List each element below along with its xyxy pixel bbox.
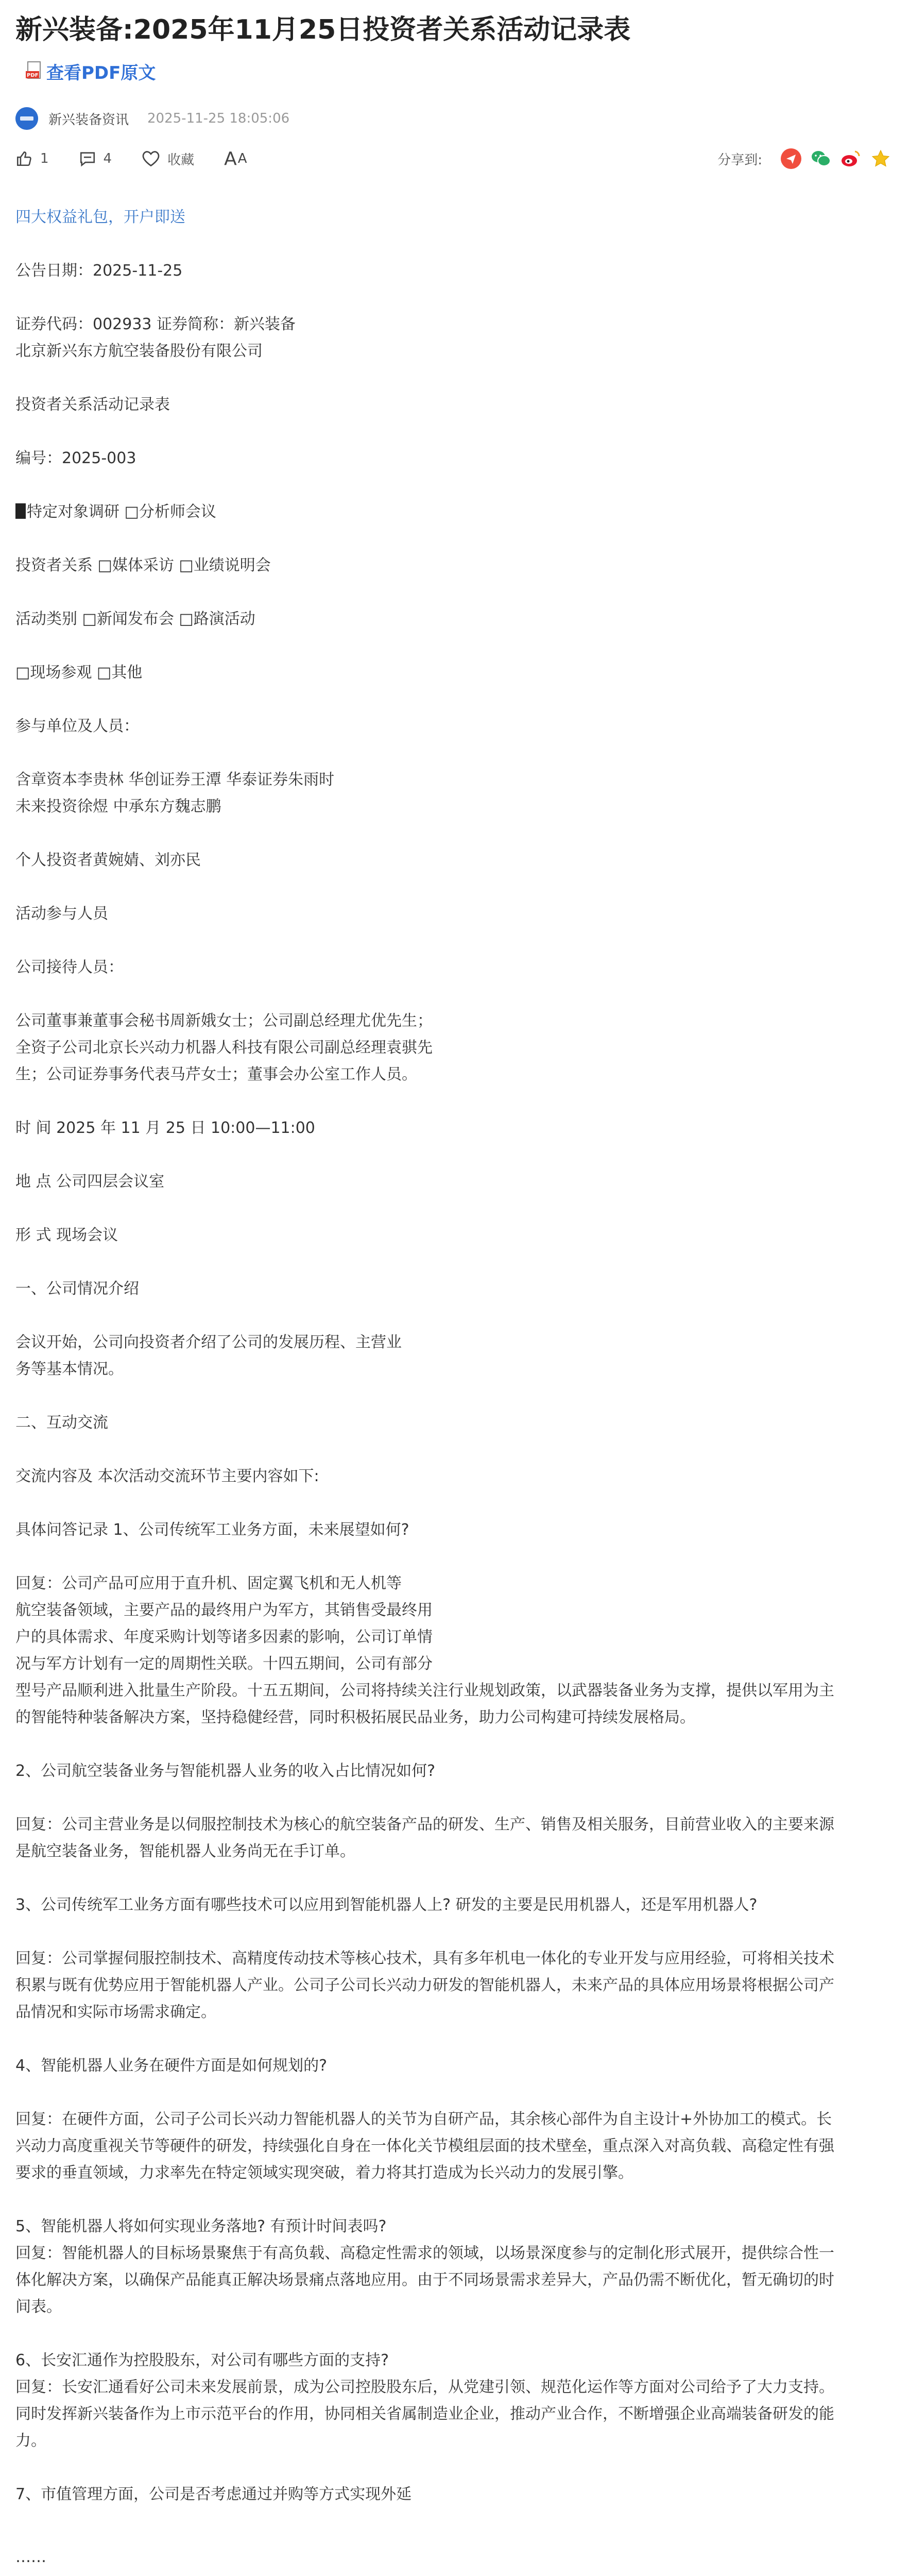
participants-list bbox=[15, 767, 891, 820]
share-toutiao-button[interactable] bbox=[781, 148, 801, 169]
announcement-date: 公告日期：2025-11-25 bbox=[15, 262, 183, 280]
share-label: 分享到: bbox=[717, 152, 762, 168]
question-4: 4、智能机器人业务在硬件方面是如何规划的? bbox=[15, 2057, 328, 2075]
source-name[interactable]: 新兴装备资讯 bbox=[48, 112, 129, 128]
answer-4-line-3: 要求的垂直领域，力求率先在特定领域实现突破，着力将其打造成为长兴动力的发展引擎。 bbox=[15, 2164, 633, 2182]
answer-6-line-1: 回复：长安汇通看好公司未来发展前景，成为公司控股股东后，从党建引领、规范化运作等方面对公司给予了大力支持。 bbox=[15, 2378, 834, 2396]
answer-5-line-2: 体化解决方案，以确保产品能真正解决场景痛点落地应用。由于不同场景需求差异大，产品仍需不断优化，暂无确切的时 bbox=[15, 2271, 834, 2289]
weibo-icon bbox=[841, 149, 861, 168]
answer-6-line-2: 同时发挥新兴装备作为上市示范平台的作用，协同相关省属制造业企业，推动产业合作，不断增强企业高端装备研发的能 bbox=[15, 2405, 834, 2423]
activity-type-line-4: □现场参观 □其他 bbox=[15, 664, 143, 682]
reception-line-1: 公司董事兼董事会秘书周新娥女士；公司副总经理尤优先生； bbox=[15, 1012, 433, 1030]
answer-1-line-1: 回复：公司产品可应用于直升机、固定翼飞机和无人机等 bbox=[15, 1574, 402, 1592]
time-line: 时 间 2025 年 11 月 25 日 10:00—11:00 bbox=[15, 1119, 315, 1137]
format-line: 形 式 现场会议 bbox=[15, 1226, 118, 1244]
article-body bbox=[15, 258, 891, 2535]
participants-line-1: 含章资本李贵林 华创证券王潭 华泰证券朱雨时 bbox=[15, 771, 335, 789]
checked-box-icon bbox=[15, 503, 26, 519]
favorite-label: 收藏 bbox=[167, 152, 195, 168]
font-size-small-glyph: A bbox=[237, 151, 248, 166]
activity-type-text-1: 特定对象调研 □分析师会议 bbox=[27, 503, 216, 521]
answer-1-line-4: 况与军方计划有一定的周期性关联。十四五期间，公司有部分 bbox=[15, 1655, 433, 1673]
question-5: 5、智能机器人将如何实现业务落地? 有预计时间表吗? bbox=[15, 2217, 387, 2235]
location-line: 地 点 公司四层会议室 bbox=[15, 1173, 165, 1191]
action-bar bbox=[15, 144, 891, 173]
thumbs-up-icon bbox=[15, 150, 33, 167]
answer-2-line-2: 是航空装备业务，智能机器人业务尚无在手订单。 bbox=[15, 1842, 355, 1860]
share-wechat-button[interactable] bbox=[811, 148, 831, 169]
exchange-intro: 交流内容及 本次活动交流环节主要内容如下: bbox=[15, 1467, 319, 1485]
view-pdf-link[interactable] bbox=[26, 57, 156, 86]
question-7: 7、市值管理方面，公司是否考虑通过并购等方式实现外延 bbox=[15, 2485, 412, 2503]
answer-4-line-2: 兴动力高度重视关节等硬件的研发，持续强化自身在一体化关节模组层面的技术壁垒，重点深入对高负载、高稳定性有强 bbox=[15, 2137, 834, 2155]
send-icon bbox=[785, 152, 797, 165]
answer-6-line-3: 力。 bbox=[15, 2432, 46, 2450]
truncation-ellipsis: …… bbox=[15, 2548, 46, 2566]
activity-type-line-3: 活动类别 □新闻发布会 □路演活动 bbox=[15, 610, 255, 628]
question-6: 6、长安汇通作为控股股东，对公司有哪些方面的支持? bbox=[15, 2351, 389, 2369]
activity-type-line-1 bbox=[15, 499, 891, 526]
reception-line-2: 全资子公司北京长兴动力机器人科技有限公司副总经理袁骐先 bbox=[15, 1039, 433, 1057]
question-2: 2、公司航空装备业务与智能机器人业务的收入占比情况如何? bbox=[15, 1762, 436, 1780]
reception-line-3: 生；公司证券事务代表马芹女士；董事会办公室工作人员。 bbox=[15, 1065, 417, 1083]
doc-title: 投资者关系活动记录表 bbox=[15, 396, 170, 414]
section-1-line-2: 务等基本情况。 bbox=[15, 1360, 124, 1378]
svg-text:PDF: PDF bbox=[27, 73, 39, 78]
company-code-line: 证券代码：002933 证券简称：新兴装备 bbox=[15, 315, 296, 333]
section-1-line-1: 会议开始，公司向投资者介绍了公司的发展历程、主营业 bbox=[15, 1333, 402, 1351]
answer-1-line-2: 航空装备领域，主要产品的最终用户为军方，其销售受最终用 bbox=[15, 1601, 433, 1619]
source-avatar[interactable] bbox=[15, 107, 38, 130]
answer-2 bbox=[15, 1811, 891, 1865]
question-3: 3、公司传统军工业务方面有哪些技术可以应用到智能机器人上? 研发的主要是民用机器人，还是军用机器人? bbox=[15, 1896, 758, 1914]
answer-4 bbox=[15, 2106, 891, 2187]
reception-list bbox=[15, 1008, 891, 1088]
wechat-icon bbox=[811, 149, 831, 168]
answer-2-line-1: 回复：公司主营业务是以伺服控制技术为核心的航空装备产品的研发、生产、销售及相关服务，目前营业收入的主要来源 bbox=[15, 1816, 834, 1834]
heart-icon bbox=[142, 150, 160, 167]
answer-1-line-3: 户的具体需求、年度采购计划等诸多因素的影响，公司订单情 bbox=[15, 1628, 433, 1646]
share-qzone-button[interactable] bbox=[870, 148, 891, 169]
promo-link[interactable]: 四大权益礼包，开户即送 bbox=[15, 208, 185, 226]
company-info bbox=[15, 311, 891, 365]
answer-5-line-3: 间表。 bbox=[15, 2298, 62, 2316]
page-title: 新兴装备:2025年11月25日投资者关系活动记录表 bbox=[15, 14, 631, 45]
share-bar bbox=[717, 144, 891, 173]
comment-button[interactable] bbox=[79, 150, 112, 167]
font-size-button[interactable] bbox=[224, 148, 248, 170]
section-1-title: 一、公司情况介绍 bbox=[15, 1280, 139, 1298]
star-icon bbox=[871, 149, 890, 168]
font-size-large-glyph: A bbox=[224, 148, 238, 170]
answer-1 bbox=[15, 1570, 891, 1731]
publish-time: 2025-11-25 18:05:06 bbox=[147, 111, 290, 126]
participants-label: 参与单位及人员： bbox=[15, 717, 139, 735]
company-name: 北京新兴东方航空装备股份有限公司 bbox=[15, 342, 263, 360]
section-2-title: 二、互动交流 bbox=[15, 1414, 108, 1432]
doc-number: 编号：2025-003 bbox=[15, 449, 136, 467]
answer-3 bbox=[15, 1945, 891, 2026]
comment-icon bbox=[79, 150, 96, 167]
answer-3-line-3: 品情况和实际市场需求确定。 bbox=[15, 2003, 216, 2021]
activity-participants: 活动参与人员 bbox=[15, 905, 108, 923]
like-count: 1 bbox=[40, 151, 49, 166]
answer-4-line-1: 回复：在硬件方面，公司子公司长兴动力智能机器人的关节为自研产品，其余核心部件为自主设计+外协加工的模式。长 bbox=[15, 2110, 832, 2128]
view-pdf-label: 查看PDF原文 bbox=[46, 62, 156, 83]
comment-count: 4 bbox=[103, 151, 112, 166]
article-meta bbox=[15, 104, 289, 133]
news-logo-icon bbox=[15, 107, 38, 130]
individual-investors: 个人投资者黄婉婧、刘亦民 bbox=[15, 851, 201, 869]
qa-6 bbox=[15, 2347, 891, 2454]
like-button[interactable] bbox=[15, 150, 49, 167]
share-weibo-button[interactable] bbox=[841, 148, 861, 169]
qa-5 bbox=[15, 2213, 891, 2320]
activity-type-line-2: 投资者关系 □媒体采访 □业绩说明会 bbox=[15, 556, 271, 574]
answer-3-line-1: 回复：公司掌握伺服控制技术、高精度传动技术等核心技术，具有多年机电一体化的专业开发与应用经验，可将相关技术 bbox=[15, 1950, 834, 1968]
answer-5-line-1: 回复：智能机器人的目标场景聚焦于有高负载、高稳定性需求的领域，以场景深度参与的定制化形式展开，提供综合性一 bbox=[15, 2244, 834, 2262]
section-1-body bbox=[15, 1329, 891, 1383]
favorite-button[interactable] bbox=[142, 149, 194, 168]
answer-1-line-5: 型号产品顺利进入批量生产阶段。十五五期间，公司将持续关注行业规划政策，以武器装备业务为支撑，提供以军用为主 bbox=[15, 1682, 834, 1700]
pdf-file-icon bbox=[26, 61, 44, 81]
answer-3-line-2: 积累与既有优势应用于智能机器人产业。公司子公司长兴动力研发的智能机器人，未来产品的具体应用场景将根据公司产 bbox=[15, 1976, 834, 1994]
answer-1-line-6: 的智能特种装备解决方案，坚持稳健经营，同时积极拓展民品业务，助力公司构建可持续发展格局。 bbox=[15, 1708, 695, 1726]
reception-label: 公司接待人员： bbox=[15, 958, 124, 976]
question-1: 具体问答记录 1、公司传统军工业务方面，未来展望如何? bbox=[15, 1521, 409, 1539]
participants-line-2: 未来投资徐煜 中承东方魏志鹏 bbox=[15, 798, 221, 816]
